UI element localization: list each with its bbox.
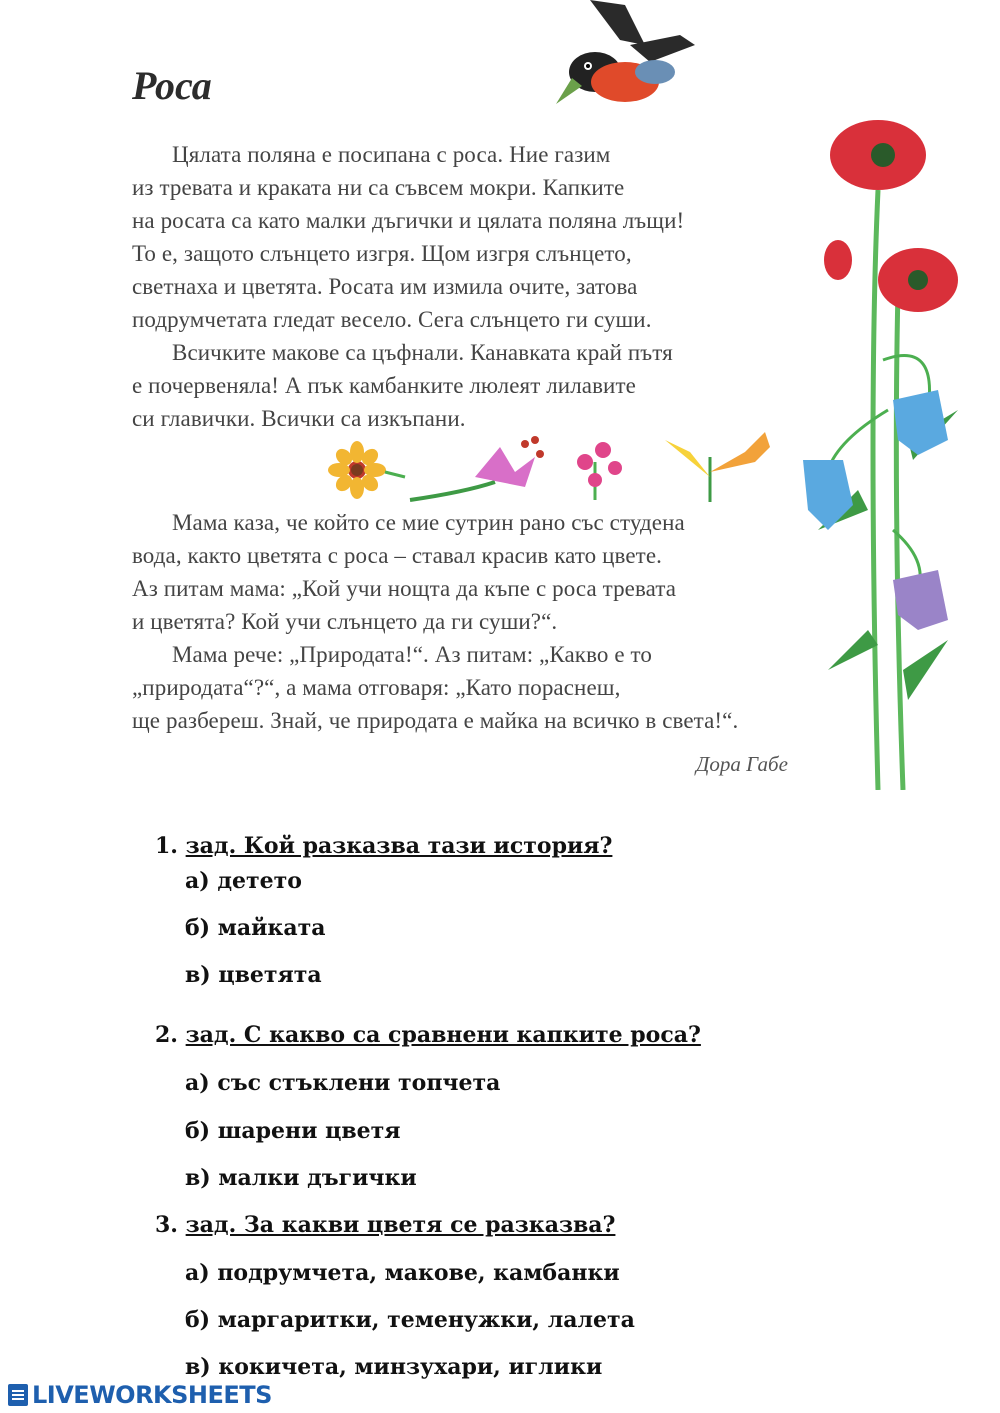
story-line: светнаха и цветята. Росата им измила очите, затова <box>132 274 638 299</box>
story-line: е почервеняла! А пък камбанките люлеят лилавите <box>132 373 636 398</box>
story-line: То е, защото слънцето изгря. Щом изгря слънцето, <box>132 241 632 266</box>
story-line: из тревата и краката ни са съвсем мокри. Капките <box>132 175 625 200</box>
story-line: на росата са като малки дъгички и цялата поляна лъщи! <box>132 208 685 233</box>
story-line: Мама рече: „Природата!“. Аз питам: „Какво е то <box>172 642 652 667</box>
story-line: ще разбереш. Знай, че природата е майка на всичко в света!“. <box>132 708 739 733</box>
story-line: и цветята? Кой учи слънцето да ги суши?“. <box>132 609 558 634</box>
liveworksheets-logo[interactable] <box>8 1381 272 1409</box>
story-line: Всичките макове са цъфнали. Канавката край пътя <box>172 340 673 365</box>
answer-option[interactable]: а) със стъклени топчета <box>185 1070 501 1096</box>
poppy-bellflower-illustration <box>798 110 968 790</box>
answer-option[interactable]: в) кокичета, минзухари, иглики <box>185 1354 603 1380</box>
story-line: вода, както цветята с роса – ставал красив като цвете. <box>132 543 662 568</box>
story-line: Мама каза, че който се мие сутрин рано със студена <box>172 510 685 535</box>
story-author: Дора Габе <box>696 752 788 776</box>
logo-text: LIVEWORKSHEETS <box>32 1381 272 1409</box>
question-1 <box>155 833 612 859</box>
story-line: Цялата поляна е посипана с роса. Ние газим <box>172 142 611 167</box>
story-line: „природата“?“, а мама отговаря: „Като пораснеш, <box>132 675 621 700</box>
answer-option[interactable]: а) детето <box>185 868 302 894</box>
question-2 <box>155 1022 701 1048</box>
question-text: зад. За какви цветя се разказва? <box>185 1212 616 1238</box>
question-3 <box>155 1212 615 1238</box>
story-line: си главички. Всички са изкъпани. <box>132 406 466 431</box>
bird-illustration <box>550 0 700 115</box>
worksheet-icon <box>8 1384 28 1406</box>
answer-option[interactable]: а) подрумчета, макове, камбанки <box>185 1260 620 1286</box>
story-line: подрумчетата гледат весело. Сега слънцето ги суши. <box>132 307 652 332</box>
story-line: Аз питам мама: „Кой учи нощта да къпе с роса тревата <box>132 576 677 601</box>
question-text: зад. Кой разказва тази история? <box>185 833 613 859</box>
question-number: 1. <box>155 833 178 859</box>
flowers-row-illustration <box>325 432 805 507</box>
question-number: 3. <box>155 1212 178 1238</box>
question-number: 2. <box>155 1022 178 1048</box>
answer-option[interactable]: б) майката <box>185 915 326 941</box>
answer-option[interactable]: б) шарени цветя <box>185 1118 401 1144</box>
question-text: зад. С какво са сравнени капките роса? <box>185 1022 701 1048</box>
answer-option[interactable]: в) цветята <box>185 962 322 988</box>
answer-option[interactable]: в) малки дъгички <box>185 1165 417 1191</box>
answer-option[interactable]: б) маргаритки, теменужки, лалета <box>185 1307 635 1333</box>
story-title: Роса <box>132 63 212 108</box>
